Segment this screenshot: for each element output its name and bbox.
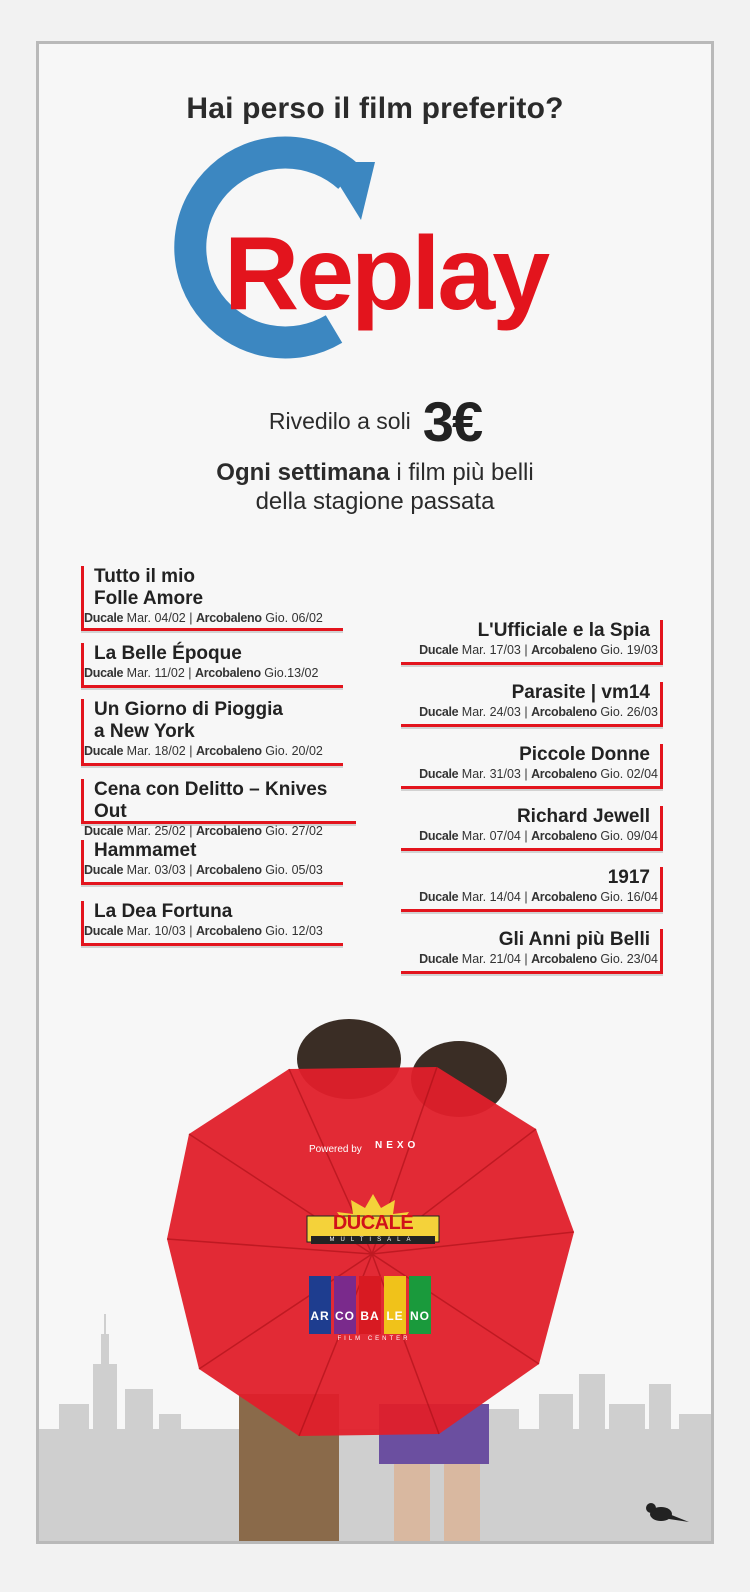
- film-dates: Ducale Mar. 18/02 | Arcobaleno Gio. 20/02: [84, 744, 323, 758]
- film-card: [401, 806, 663, 851]
- arco-subtitle: FILM CENTER: [337, 1336, 411, 1342]
- film-card: [401, 620, 663, 665]
- film-card: [81, 779, 356, 838]
- film-card: [81, 901, 343, 946]
- film-dates: Ducale Mar. 10/03 | Arcobaleno Gio. 12/03: [84, 924, 323, 938]
- film-title: La Dea Fortuna: [94, 901, 233, 922]
- arcobaleno-logo: [309, 1276, 439, 1346]
- film-card: [81, 840, 343, 885]
- film-card: [81, 699, 343, 766]
- replay-logo: [39, 44, 714, 444]
- film-title: 1917: [607, 867, 650, 888]
- film-dates: Ducale Mar. 07/04 | Arcobaleno Gio. 09/04: [419, 829, 658, 843]
- arco-block: NO: [409, 1276, 431, 1334]
- price-value: 3€: [422, 390, 482, 453]
- tagline-bold: Ogni settimana: [216, 459, 390, 486]
- tagline-line2: della stagione passata: [255, 488, 495, 515]
- film-dates: Ducale Mar. 14/04 | Arcobaleno Gio. 16/04: [419, 890, 658, 904]
- film-dates: Ducale Mar. 03/03 | Arcobaleno Gio. 05/03: [84, 863, 323, 877]
- film-card: [401, 682, 663, 727]
- film-title: Parasite | vm14: [511, 682, 650, 703]
- arco-block: CO: [334, 1276, 356, 1334]
- film-dates: Ducale Mar. 17/03 | Arcobaleno Gio. 19/03: [419, 643, 658, 657]
- film-title: Un Giorno di Pioggia a New York: [94, 699, 283, 742]
- poster: [36, 41, 714, 1544]
- film-dates: Ducale Mar. 25/02 | Arcobaleno Gio. 27/02: [84, 824, 323, 838]
- film-dates: Ducale Mar. 04/02 | Arcobaleno Gio. 06/02: [84, 611, 323, 625]
- umbrella-illustration: [39, 974, 714, 1544]
- ducale-wordmark: DUCALE: [332, 1212, 414, 1234]
- arco-block: AR: [309, 1276, 331, 1334]
- ducale-logo: [301, 1194, 445, 1248]
- ducale-subtitle: MULTISALA: [311, 1236, 435, 1244]
- film-title: Gli Anni più Belli: [498, 929, 650, 950]
- arco-block: LE: [384, 1276, 406, 1334]
- tagline: [39, 458, 711, 516]
- film-dates: Ducale Mar. 24/03 | Arcobaleno Gio. 26/03: [419, 705, 658, 719]
- film-card: [81, 566, 343, 631]
- powered-by-label: Powered by: [309, 1144, 362, 1155]
- film-dates: Ducale Mar. 21/04 | Arcobaleno Gio. 23/04: [419, 952, 658, 966]
- film-title: Piccole Donne: [519, 744, 650, 765]
- headline: Hai perso il film preferito?: [186, 92, 564, 125]
- film-title: Tutto il mio Folle Amore: [94, 566, 204, 609]
- film-card: [401, 744, 663, 789]
- nexo-logo: NEXO: [375, 1140, 420, 1151]
- film-card: [401, 929, 663, 974]
- replay-wordmark: Replay: [224, 216, 548, 332]
- film-title: L'Ufficiale e la Spia: [477, 620, 650, 641]
- film-dates: Ducale Mar. 11/02 | Arcobaleno Gio.13/02: [84, 666, 319, 680]
- film-card: [81, 643, 343, 688]
- film-dates: Ducale Mar. 31/03 | Arcobaleno Gio. 02/04: [419, 767, 658, 781]
- price-line: [39, 389, 711, 454]
- film-title: La Belle Époque: [94, 643, 242, 664]
- arco-block: BA: [359, 1276, 381, 1334]
- price-label: Rivedilo a soli: [268, 408, 411, 434]
- tagline-rest: i film più belli: [389, 459, 534, 486]
- film-title: Richard Jewell: [516, 806, 650, 827]
- film-title: Cena con Delitto – Knives Out: [94, 779, 328, 822]
- film-card: [401, 867, 663, 912]
- film-title: Hammamet: [94, 840, 197, 861]
